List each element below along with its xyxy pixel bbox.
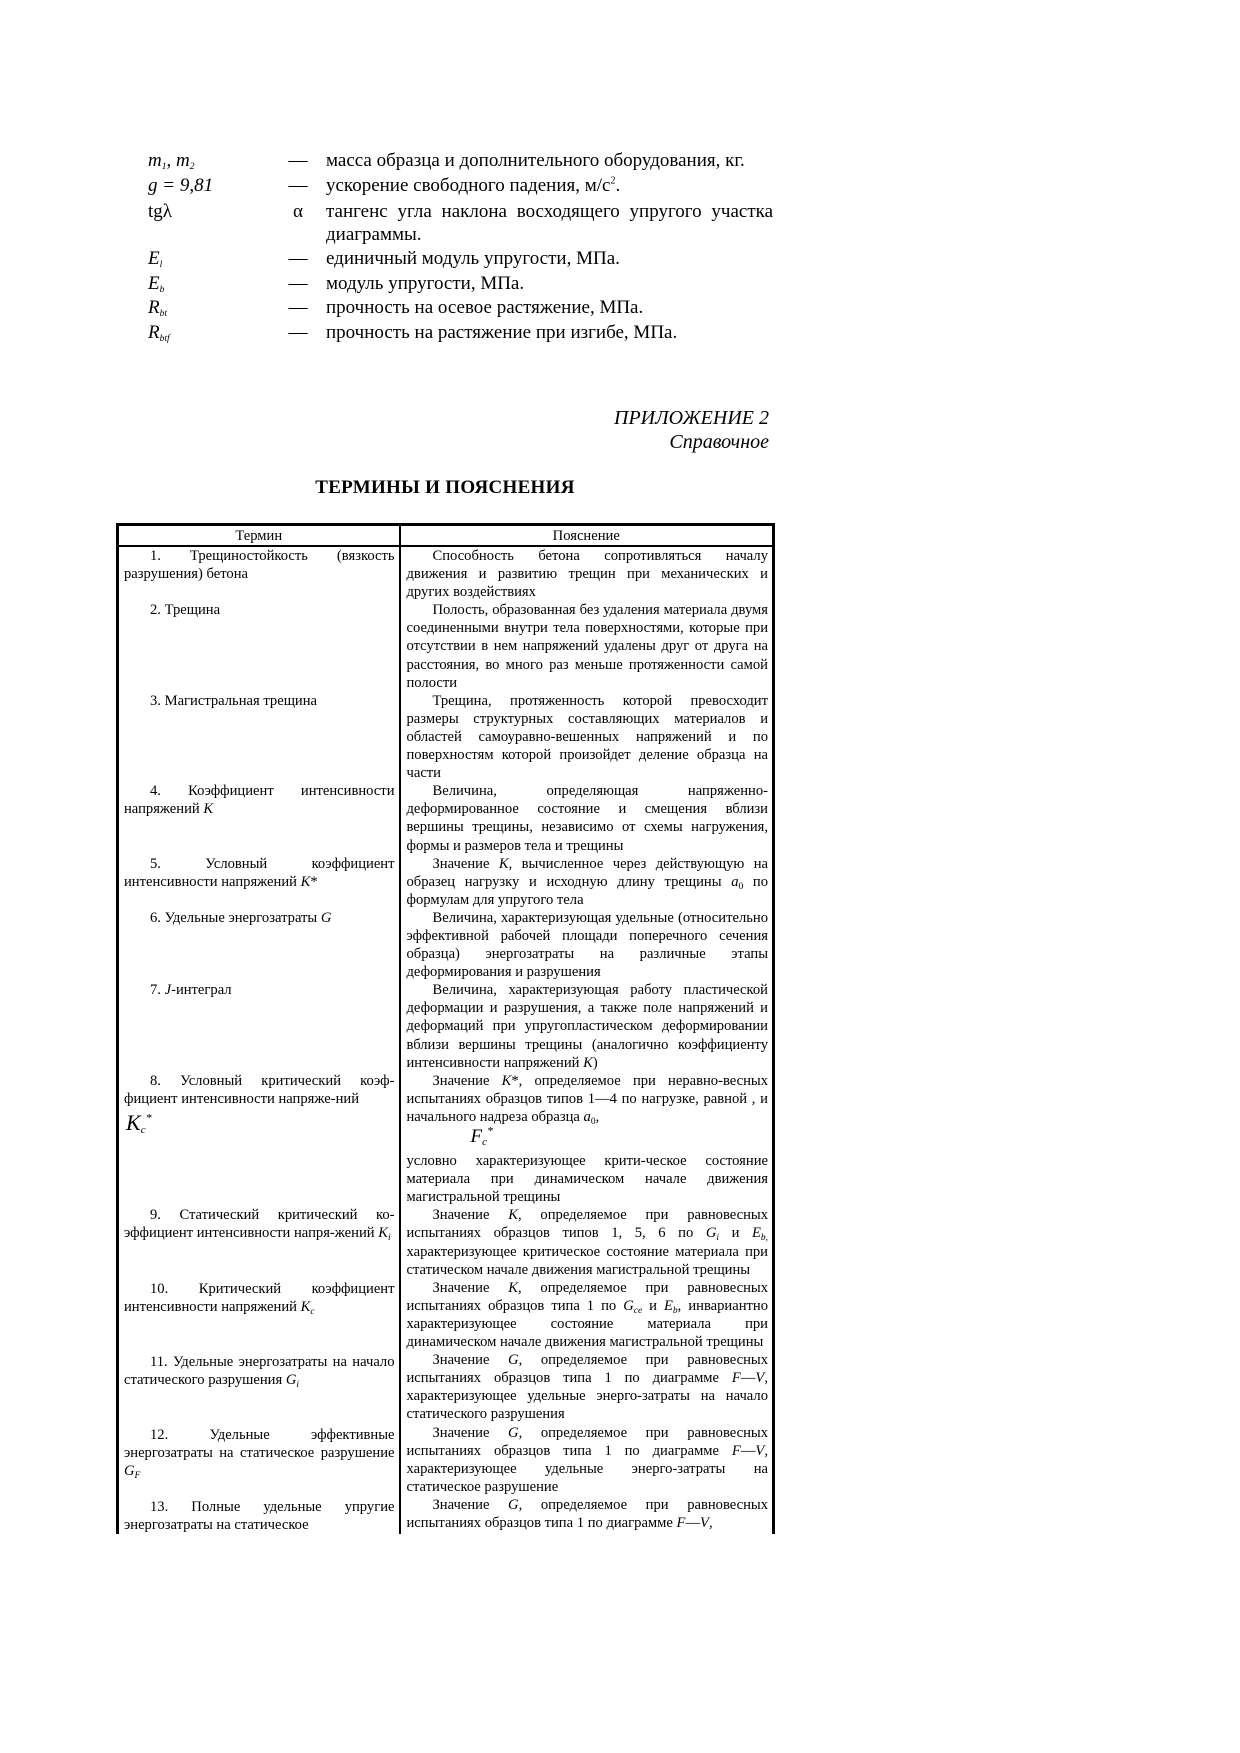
terms-table (116, 523, 775, 1534)
explanation-cell: Значение K, вычисленное через действующую на образец нагрузку и исходную длину трещины $a_0$ по формулам для упругого тела (400, 855, 774, 909)
column-header-explanation: Пояснение (400, 525, 774, 547)
table-row (118, 1206, 774, 1278)
explanation-cell: Полость, образованная без удаления материала двумя соединенными внутри тела поверхностями, которые при отсутствии в нем напряжений удалены друг от друга на расстояния, во много раз меньше протяженности самой полости (400, 601, 774, 691)
formula-kc-star: $K_c^*$ (126, 1109, 152, 1136)
symbol-definitions (148, 150, 773, 346)
definition-row (148, 201, 773, 246)
definition-text: модуль упругости, МПа. (326, 272, 525, 294)
explanation-cell: Значение K, определяемое при равновесных испытаниях образцов типа 1 по $G_{ce}$ и $E_b$, инвариантно характеризующее состояние материала при динамическом начале движения магистральной трещины (400, 1279, 774, 1351)
term-cell: 2. Трещина (118, 601, 400, 691)
explanation-cell: Значение G, определяемое при равновесных испытаниях образцов типа 1 по диаграмме F—V, характеризующее удельные энерго-затраты на статическое разрушение (400, 1424, 774, 1496)
column-header-term: Термин (118, 525, 400, 547)
term-cell: 8. Условный критический коэф-фициент интенсивности напряже-ний $K_c^*$ (118, 1072, 400, 1207)
explanation-cell: Трещина, протяженность которой превосходит размеры структурных составляющих материалов и областей самоуравно-вешенных напряжений и по поверхностям которой произойдет деление образца на части (400, 692, 774, 782)
term-cell: 1. Трещиностойкость (вязкость разрушения) бетона (118, 546, 400, 601)
explanation-continuation: условно характеризующее крити-ческое состояние материала при динамическом начале движения магистральной трещины (406, 1153, 768, 1206)
definition-dash: — (288, 321, 308, 343)
table-row (118, 692, 774, 782)
term-cell: 3. Магистральная трещина (118, 692, 400, 782)
definition-text: масса образца и дополнительного оборудования, кг. (326, 150, 745, 171)
table-row (118, 1496, 774, 1534)
term-cell: 9. Статический критический ко-эффициент интенсивности напря-жений $K_i$ (118, 1206, 400, 1278)
definition-row (148, 150, 773, 173)
term-cell: 12. Удельные эффективные энергозатраты на статическое разрушение $G_F$ (118, 1424, 400, 1496)
definition-symbol: $R_{bt}$ (148, 297, 167, 319)
table-row (118, 782, 774, 854)
definition-row (148, 322, 773, 345)
explanation-cell: Величина, характеризующая удельные (относительно эффективной рабочей площади поперечного сечения образца) энергозатраты на различные этапы деформирования и разрушения (400, 909, 774, 981)
term-cell: 6. Удельные энергозатраты G (118, 909, 400, 981)
appendix-header (520, 406, 769, 454)
definition-text: ускорение свободного падения, $м/с^2$. (326, 174, 621, 196)
term-cell: 13. Полные удельные упругие энергозатраты на статическое (118, 1496, 400, 1534)
explanation-cell: Значение K, определяемое при равновесных испытаниях образцов типов 1, 5, 6 по $G_i$ и $E_{b,}$ характеризующее критическое состояние материала при статическом начале движения магистральной трещины (400, 1206, 774, 1278)
table-row (118, 855, 774, 909)
definition-symbol: $E_l$ (148, 248, 163, 270)
appendix-type: Справочное (669, 431, 769, 453)
explanation-cell: Величина, определяющая напряженно-деформированное состояние и смещения вблизи вершины трещины, независимо от схемы нагружения, формы и размеров тела и трещины (400, 782, 774, 854)
table-row (118, 1424, 774, 1496)
explanation-cell: Способность бетона сопротивляться началу движения и развитию трещин при механических и других воздействиях (400, 546, 774, 601)
definition-text: прочность на осевое растяжение, МПа. (326, 297, 644, 318)
explanation-cell: Значение G, определяемое при равновесных испытаниях образцов типа 1 по диаграмме F—V, характеризующее удельные энерго-затраты на начало статического разрушения (400, 1351, 774, 1423)
definition-row (148, 273, 773, 296)
term-cell: 5. Условный коэффициент интенсивности напряжений K* (118, 855, 400, 909)
definition-text: прочность на растяжение при изгибе, МПа. (326, 321, 678, 343)
table-row (118, 601, 774, 691)
formula-fc-star: $F_c^*$ (470, 1123, 493, 1148)
definition-dash: — (288, 174, 308, 196)
definition-dash: — (288, 248, 308, 269)
appendix-label: ПРИЛОЖЕНИЕ 2 (614, 407, 769, 429)
table-row (118, 546, 774, 601)
section-title: ТЕРМИНЫ И ПОЯСНЕНИЯ (315, 477, 575, 498)
definition-text: тангенс угла наклона восходящего упругого участка диаграммы. (326, 201, 773, 245)
definition-symbol: $E_b$ (148, 272, 165, 295)
definition-symbol: g = 9,81 (148, 174, 214, 196)
definition-row (148, 175, 773, 198)
definition-row (148, 297, 773, 320)
definition-row (148, 248, 773, 271)
definition-dash: — (288, 150, 308, 171)
term-cell: 7. J-интеграл (118, 981, 400, 1071)
definition-symbol: tgλ (148, 201, 172, 222)
term-cell: 10. Критический коэффициент интенсивности напряжений $K_c$ (118, 1279, 400, 1351)
table-row (118, 981, 774, 1071)
table-row (118, 1072, 774, 1207)
term-cell: 11. Удельные энергозатраты на начало статического разрушения $G_i$ (118, 1351, 400, 1423)
definition-dash: α (293, 201, 303, 222)
table-row (118, 1351, 774, 1423)
table-row (118, 1279, 774, 1351)
term-cell: 4. Коэффициент интенсивности напряжений K (118, 782, 400, 854)
definition-text: единичный модуль упругости, МПа. (326, 248, 620, 269)
explanation-cell: Значение K*, определяемое при неравно-весных испытаниях образцов типов 1—4 по нагрузке, равной , и начального надреза образца $a_0$, $F_c^*$ условно характеризующее крити-ческое состояние материала при динамическом начале движения магистральной трещины (400, 1072, 774, 1207)
definition-symbol: $R_{btf}$ (148, 321, 170, 344)
explanation-cell: Величина, характеризующая работу пластической деформации и разрушения, а также поле напряжений и деформаций при упругопластическом деформировании вблизи вершины трещины (аналогично коэффициенту интенсивности напряжений K) (400, 981, 774, 1071)
definition-dash: — (288, 297, 308, 318)
explanation-cell: Значение G, определяемое при равновесных испытаниях образцов типа 1 по диаграмме F—V, (400, 1496, 774, 1534)
definition-dash: — (288, 272, 308, 294)
table-header-row (118, 525, 774, 547)
definition-symbol: $m_1$, $m_2$ (148, 150, 195, 172)
table-row (118, 909, 774, 981)
